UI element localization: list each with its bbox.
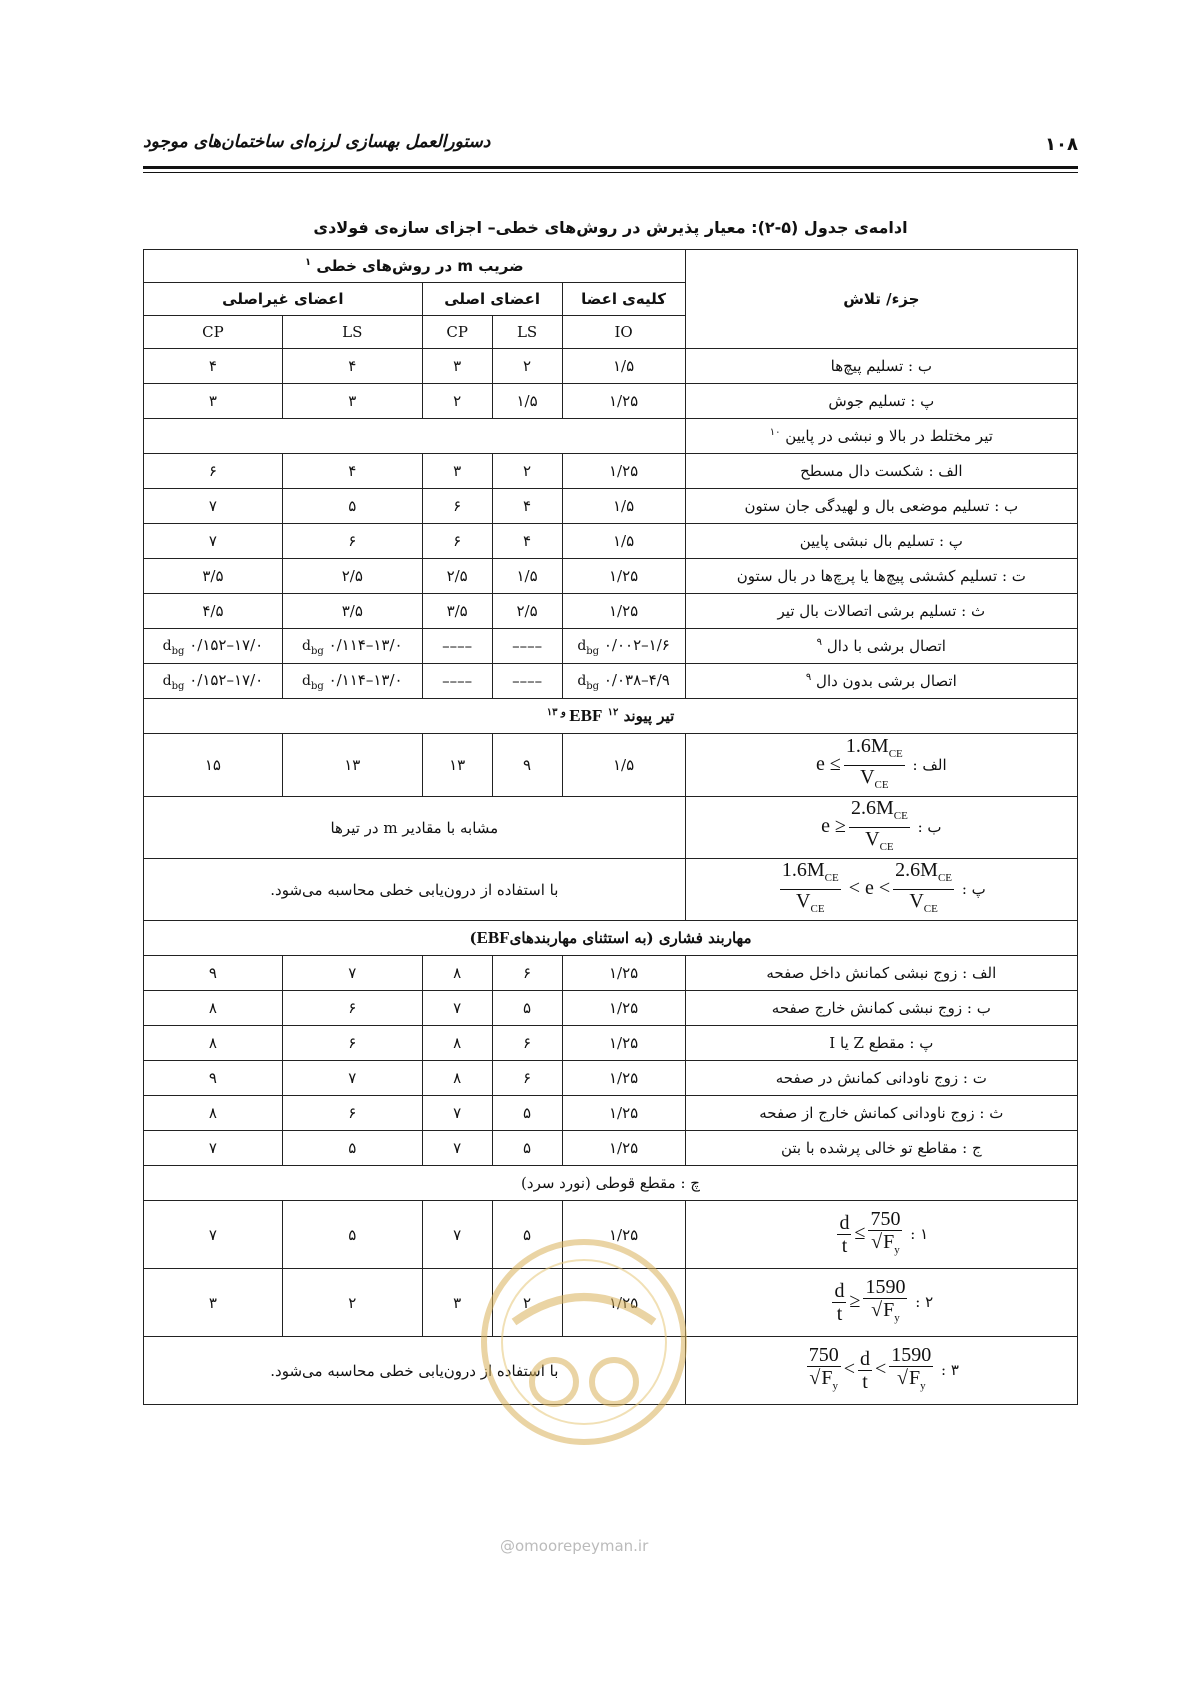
merged-note: مشابه با مقادیر m در تیرها xyxy=(144,797,686,859)
row-label: پ : مقطع Z یا I xyxy=(685,1026,1077,1061)
cell-cp-secondary: ۸ xyxy=(144,991,283,1026)
table-row xyxy=(144,1131,1078,1166)
cell-io: ۱/۲۵ xyxy=(562,1096,685,1131)
empty-cell xyxy=(144,419,686,454)
cell-io: ۱/۲۵ xyxy=(562,594,685,629)
cell-ls-secondary: ۲ xyxy=(282,1269,422,1337)
row-label: ب : تسلیم پیچ‌ها xyxy=(685,349,1077,384)
cell-ls-secondary: ۱۳/۰–۰/۱۱۴ $d_{bg}$ xyxy=(282,664,422,699)
cell-ls-primary: –––– xyxy=(492,664,562,699)
cell-ls-primary: ۴ xyxy=(492,524,562,559)
cell-cp-secondary: ۶ xyxy=(144,454,283,489)
cell-io: ۱/۲۵ xyxy=(562,1061,685,1096)
cell-cp-secondary: ۳ xyxy=(144,384,283,419)
page-number: ۱۰۸ xyxy=(1045,134,1078,155)
cell-cp-primary: ۳ xyxy=(422,349,492,384)
row-label: ب : تسلیم موضعی بال و لهیدگی جان ستون xyxy=(685,489,1077,524)
cell-cp-secondary: ۷ xyxy=(144,1201,283,1269)
cell-cp-secondary: ۹ xyxy=(144,956,283,991)
table-row xyxy=(144,956,1078,991)
cell-ls-primary: ۲ xyxy=(492,349,562,384)
cell-ls-secondary: ۶ xyxy=(282,1096,422,1131)
row-label: ت : تسلیم کششی پیچ‌ها یا پرچ‌ها در بال ستون xyxy=(685,559,1077,594)
cell-cp-secondary: ۳ xyxy=(144,1269,283,1337)
table-row xyxy=(144,349,1078,384)
cell-cp-secondary: ۱۷/۰–۰/۱۵۲ $d_{bg}$ xyxy=(144,629,283,664)
section-label: تیر مختلط در بالا و نبشی در پایین $^{۱۰}$ xyxy=(685,419,1077,454)
cell-ls-primary: –––– xyxy=(492,629,562,664)
cell-cp-primary: –––– xyxy=(422,629,492,664)
row-label: ث : زوج ناودانی کمانش خارج از صفحه xyxy=(685,1096,1077,1131)
table-row xyxy=(144,384,1078,419)
box-formula-2: $\frac{d}{t}$ ≥ $\frac{1590}{√F_y}$ xyxy=(834,1276,906,1325)
section-row xyxy=(144,921,1078,956)
cell-io: ۱/۲۵ xyxy=(562,1269,685,1337)
cell-cp-secondary: ۴ xyxy=(144,349,283,384)
cell-ls-secondary: ۴ xyxy=(282,349,422,384)
table-row xyxy=(144,1061,1078,1096)
cell-io: ۱/۲۵ xyxy=(562,991,685,1026)
cp-header: CP xyxy=(144,316,283,349)
watermark-seal-icon xyxy=(474,1232,694,1452)
cell-cp-primary: –––– xyxy=(422,664,492,699)
table-row xyxy=(144,797,1078,859)
cell-ls-primary: ۵ xyxy=(492,991,562,1026)
cell-cp-primary: ۱۳ xyxy=(422,734,492,797)
watermark-url: @omoorepeyman.ir xyxy=(500,1537,649,1555)
cell-ls-secondary: ۱۳/۰–۰/۱۱۴ $d_{bg}$ xyxy=(282,629,422,664)
cell-cp-secondary: ۷ xyxy=(144,524,283,559)
cell-ls-primary: ۱/۵ xyxy=(492,559,562,594)
table-row xyxy=(144,1026,1078,1061)
cell-cp-primary: ۶ xyxy=(422,524,492,559)
row-label: ث : تسلیم برشی اتصالات بال تیر xyxy=(685,594,1077,629)
cell-ls-secondary: ۶ xyxy=(282,1026,422,1061)
cell-cp-primary: ۳/۵ xyxy=(422,594,492,629)
row-label: اتصال برشی با دال $^۹$ xyxy=(685,629,1077,664)
cell-ls-secondary: ۷ xyxy=(282,1061,422,1096)
cell-cp-primary: ۸ xyxy=(422,1061,492,1096)
cell-ls-primary: ۶ xyxy=(492,956,562,991)
merged-note: با استفاده از درون‌یابی خطی محاسبه می‌شود. xyxy=(144,1337,686,1405)
all-members-header: کلیه‌ی اعضا xyxy=(562,283,685,316)
row-label: ت : زوج ناودانی کمانش در صفحه xyxy=(685,1061,1077,1096)
row-label: الف : شکست دال مسطح xyxy=(685,454,1077,489)
cell-cp-secondary: ۱۵ xyxy=(144,734,283,797)
ebf-formula-c: $\frac{1.6M_{CE}}{V_{CE}}$ < e < $\frac{2.6M_{CE}}{V_{CE}}$ xyxy=(781,859,953,915)
row-label: ۳ : $\frac{750}{√F_y}$ < $\frac{d}{t}$ < $\frac{1590}{√F_y}$ xyxy=(685,1337,1077,1405)
box-formula-3: $\frac{750}{√F_y}$ < $\frac{d}{t}$ < $\frac{1590}{√F_y}$ xyxy=(808,1344,932,1393)
section-label: چ : مقطع قوطی (نورد سرد) xyxy=(144,1166,1078,1201)
cell-cp-secondary: ۸ xyxy=(144,1026,283,1061)
cell-ls-primary: ۲ xyxy=(492,454,562,489)
cell-io: ۴/۹–۰/۰۳۸ $d_{bg}$ xyxy=(562,664,685,699)
cell-cp-secondary: ۳/۵ xyxy=(144,559,283,594)
cell-io: ۱/۲۵ xyxy=(562,1026,685,1061)
cell-cp-primary: ۸ xyxy=(422,956,492,991)
cell-io: ۱/۲۵ xyxy=(562,1201,685,1269)
section-label: تیر پیوند EBF $^{۱۲ و ۱۳}$ xyxy=(144,699,1078,734)
cell-cp-secondary: ۴/۵ xyxy=(144,594,283,629)
cell-cp-primary: ۳ xyxy=(422,1269,492,1337)
primary-members-header: اعضای اصلی xyxy=(422,283,562,316)
cell-ls-secondary: ۶ xyxy=(282,991,422,1026)
cell-cp-secondary: ۷ xyxy=(144,489,283,524)
cell-cp-secondary: ۸ xyxy=(144,1096,283,1131)
section-label: مهاربند فشاری (به استثنای مهاربندهایEBF) xyxy=(144,921,1078,956)
secondary-members-header: اعضای غیراصلی xyxy=(144,283,423,316)
cell-io: ۱/۵ xyxy=(562,524,685,559)
cell-cp-primary: ۳ xyxy=(422,454,492,489)
header-rule xyxy=(143,166,1078,169)
cell-ls-secondary: ۶ xyxy=(282,524,422,559)
cell-cp-primary: ۷ xyxy=(422,1096,492,1131)
cell-ls-primary: ۹ xyxy=(492,734,562,797)
cell-io: ۱/۲۵ xyxy=(562,956,685,991)
cell-ls-primary: ۶ xyxy=(492,1026,562,1061)
row-label: ب : زوج نبشی کمانش خارج صفحه xyxy=(685,991,1077,1026)
cp-header: CP xyxy=(422,316,492,349)
row-label: ج : مقاطع تو خالی پرشده با بتن xyxy=(685,1131,1077,1166)
cell-ls-primary: ۶ xyxy=(492,1061,562,1096)
table-row xyxy=(144,859,1078,921)
component-header: جزء/ تلاش xyxy=(685,250,1077,349)
row-label: الف : زوج نبشی کمانش داخل صفحه xyxy=(685,956,1077,991)
table-row xyxy=(144,664,1078,699)
cell-cp-secondary: ۱۷/۰–۰/۱۵۲ $d_{bg}$ xyxy=(144,664,283,699)
cell-ls-secondary: ۵ xyxy=(282,1201,422,1269)
cell-cp-secondary: ۹ xyxy=(144,1061,283,1096)
table-row xyxy=(144,454,1078,489)
cell-ls-secondary: ۷ xyxy=(282,956,422,991)
cell-ls-secondary: ۴ xyxy=(282,454,422,489)
merged-note: با استفاده از درون‌یابی خطی محاسبه می‌شود. xyxy=(144,859,686,921)
cell-io: ۱/۵ xyxy=(562,489,685,524)
cell-io: ۱/۵ xyxy=(562,349,685,384)
cell-ls-primary: ۲ xyxy=(492,1269,562,1337)
cell-cp-primary: ۲ xyxy=(422,384,492,419)
table-row xyxy=(144,559,1078,594)
table-row xyxy=(144,734,1078,797)
cell-io: ۱/۲۵ xyxy=(562,1131,685,1166)
cell-ls-secondary: ۱۳ xyxy=(282,734,422,797)
table-row xyxy=(144,524,1078,559)
row-label: پ : تسلیم جوش xyxy=(685,384,1077,419)
cell-io: ۱/۲۵ xyxy=(562,454,685,489)
section-row xyxy=(144,419,1078,454)
cell-ls-secondary: ۵ xyxy=(282,1131,422,1166)
ebf-formula-b: e ≥ $\frac{2.6M_{CE}}{V_{CE}}$ xyxy=(821,797,908,853)
cell-ls-primary: ۵ xyxy=(492,1201,562,1269)
row-label: اتصال برشی بدون دال $^۹$ xyxy=(685,664,1077,699)
table-row xyxy=(144,1096,1078,1131)
cell-cp-primary: ۲/۵ xyxy=(422,559,492,594)
cell-ls-secondary: ۵ xyxy=(282,489,422,524)
cell-ls-primary: ۴ xyxy=(492,489,562,524)
m-factor-header: ضریب m در روش‌های خطی $^۱$ xyxy=(144,250,686,283)
table-row xyxy=(144,991,1078,1026)
cell-cp-primary: ۶ xyxy=(422,489,492,524)
cell-ls-primary: ۵ xyxy=(492,1131,562,1166)
cell-ls-secondary: ۳ xyxy=(282,384,422,419)
row-label: الف : e ≤ $\frac{1.6M_{CE}}{V_{CE}}$ xyxy=(685,734,1077,797)
running-title: دستورالعمل بهسازی لرزه‌ای ساختمان‌های موجود xyxy=(143,132,491,152)
row-label: ۱ : $\frac{d}{t}$ ≤ $\frac{750}{√F_y}$ xyxy=(685,1201,1077,1269)
table-row xyxy=(144,594,1078,629)
row-label: ۲ : $\frac{d}{t}$ ≥ $\frac{1590}{√F_y}$ xyxy=(685,1269,1077,1337)
cell-ls-secondary: ۳/۵ xyxy=(282,594,422,629)
row-label: ب : e ≥ $\frac{2.6M_{CE}}{V_{CE}}$ xyxy=(685,797,1077,859)
box-formula-1: $\frac{d}{t}$ ≤ $\frac{750}{√F_y}$ xyxy=(839,1208,901,1257)
cell-io: ۱/۲۵ xyxy=(562,384,685,419)
section-row xyxy=(144,699,1078,734)
cell-ls-primary: ۱/۵ xyxy=(492,384,562,419)
cell-cp-primary: ۷ xyxy=(422,1131,492,1166)
cell-ls-primary: ۵ xyxy=(492,1096,562,1131)
cell-io: ۱/۲۵ xyxy=(562,559,685,594)
ls-header: LS xyxy=(492,316,562,349)
cell-io: ۱/۶–۰/۰۰۲ $d_{bg}$ xyxy=(562,629,685,664)
cell-cp-secondary: ۷ xyxy=(144,1131,283,1166)
row-label: پ : $\frac{1.6M_{CE}}{V_{CE}}$ < e < $\frac{2.6M_{CE}}{V_{CE}}$ xyxy=(685,859,1077,921)
table-row xyxy=(144,489,1078,524)
ls-header: LS xyxy=(282,316,422,349)
cell-ls-secondary: ۲/۵ xyxy=(282,559,422,594)
cell-cp-primary: ۷ xyxy=(422,1201,492,1269)
table-caption: ادامه‌ی جدول (۵-۲): معیار پذیرش در روش‌های خطی– اجزای سازه‌ی فولادی xyxy=(313,218,908,237)
cell-io: ۱/۵ xyxy=(562,734,685,797)
cell-cp-primary: ۸ xyxy=(422,1026,492,1061)
table-row xyxy=(144,629,1078,664)
ebf-formula-a: e ≤ $\frac{1.6M_{CE}}{V_{CE}}$ xyxy=(816,734,903,791)
header-rule-thin xyxy=(143,172,1078,173)
cell-cp-primary: ۷ xyxy=(422,991,492,1026)
cell-ls-primary: ۲/۵ xyxy=(492,594,562,629)
row-label: پ : تسلیم بال نبشی پایین xyxy=(685,524,1077,559)
io-header: IO xyxy=(562,316,685,349)
section-row xyxy=(144,1166,1078,1201)
